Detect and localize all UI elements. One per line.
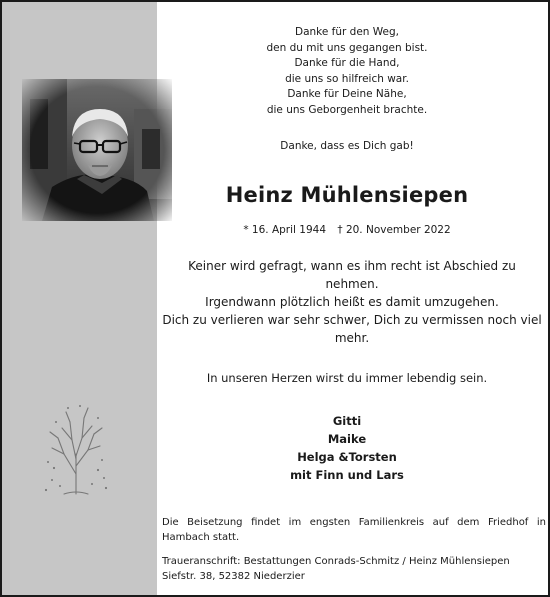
family-list <box>157 412 537 484</box>
funeral-notice: Die Beisetzung findet im engsten Familienkreis auf dem Friedhof in Hambach statt. <box>162 517 546 543</box>
family-member: mit Finn und Lars <box>290 468 404 482</box>
family-member: Helga &Torsten <box>297 450 397 464</box>
poem-line: die uns so hilfreich war. <box>285 72 409 85</box>
address-line: Traueranschrift: Bestattungen Conrads-Schmitz / Heinz Mühlensiepen <box>162 556 510 567</box>
family-member: Maike <box>327 432 367 446</box>
life-dates <box>157 224 537 236</box>
poem-line: Danke für den Weg, <box>294 26 400 38</box>
quote <box>157 257 547 347</box>
quote-line: Irgendwann plötzlich heißt es damit umzugehen. <box>205 295 499 309</box>
poem <box>157 25 537 118</box>
death-date: † 20. November 2022 <box>337 224 451 236</box>
poem-line: die uns Geborgenheit brachte. <box>266 103 428 116</box>
hearts-line: In unseren Herzen wirst du immer lebendig sein. <box>206 371 488 385</box>
poem-line: Danke für die Hand, <box>294 57 400 69</box>
mourning-address <box>162 554 546 584</box>
quote-line: Keiner wird gefragt, wann es ihm recht ist Abschied zu <box>188 259 516 273</box>
poem-line: Danke für Deine Nähe, <box>287 88 407 100</box>
birth-date: * 16. April 1944 <box>243 224 327 236</box>
thanks-line: Danke, dass es Dich gab! <box>280 140 414 152</box>
quote-line: nehmen. <box>325 277 379 291</box>
quote-line: Dich zu verlieren war sehr schwer, Dich zu vermissen noch viel <box>162 313 542 327</box>
portrait-photo <box>22 79 172 221</box>
quote-line: mehr. <box>334 331 370 345</box>
deceased-name: Heinz Mühlensiepen <box>225 183 469 207</box>
address-line: Siefstr. 38, 52382 Niederzier <box>162 571 305 582</box>
tree-icon <box>42 404 110 496</box>
main-content <box>157 2 550 597</box>
family-member: Gitti <box>332 414 362 428</box>
poem-line: den du mit uns gegangen bist. <box>266 41 428 54</box>
